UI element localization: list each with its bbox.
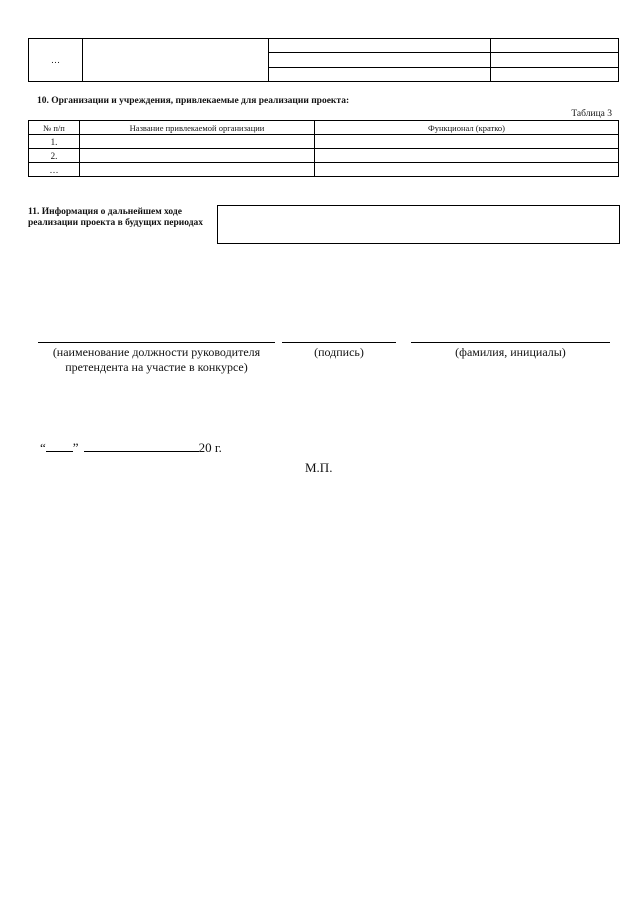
position-caption: (наименование должности руководителя претендента на участие в конкурсе) (52, 345, 261, 374)
stamp-place: М.П. (305, 460, 333, 475)
name-signature-line[interactable] (411, 342, 610, 343)
column-header-organization: Название привлекаемой организации (80, 121, 315, 135)
row-number: … (29, 163, 80, 177)
value-cell[interactable] (269, 39, 491, 53)
signature-caption: (подпись) (314, 345, 364, 359)
column-header-number: № п/п (29, 121, 80, 135)
future-info-field[interactable] (217, 205, 620, 244)
year-suffix: 20 г. (198, 440, 222, 455)
function-cell[interactable] (315, 163, 619, 177)
function-cell[interactable] (315, 135, 619, 149)
ellipsis-cell: … (29, 39, 83, 82)
day-blank[interactable] (46, 440, 73, 452)
signature-line[interactable] (282, 342, 396, 343)
name-caption: (фамилия, инициалы) (455, 345, 566, 359)
table-3-label: Таблица 3 (571, 109, 612, 119)
organization-cell[interactable] (80, 149, 315, 163)
table-row (29, 135, 619, 149)
value-cell[interactable] (491, 53, 619, 67)
section-10-title: 10. Организации и учреждения, привлекаемые для реализации проекта: (37, 96, 350, 106)
date-close-quote: ” (72, 440, 79, 455)
value-cell[interactable] (491, 67, 619, 81)
row-number: 2. (29, 149, 80, 163)
table-row (29, 149, 619, 163)
function-cell[interactable] (315, 149, 619, 163)
top-continuation-table (28, 38, 619, 82)
row-number: 1. (29, 135, 80, 149)
position-signature-line[interactable] (38, 342, 275, 343)
column-header-function: Функционал (кратко) (315, 121, 619, 135)
value-cell[interactable] (269, 67, 491, 81)
description-cell[interactable] (83, 39, 269, 82)
organizations-table (28, 120, 619, 177)
value-cell[interactable] (491, 39, 619, 53)
table-header-row (29, 121, 619, 135)
date-open-quote: “ (40, 440, 46, 455)
organization-cell[interactable] (80, 163, 315, 177)
month-blank[interactable] (84, 440, 199, 452)
date-line (40, 440, 222, 456)
section-11-title: 11. Информация о дальнейшем ходе реализации проекта в будущих периодах (28, 207, 204, 228)
table-row (29, 163, 619, 177)
organization-cell[interactable] (80, 135, 315, 149)
value-cell[interactable] (269, 53, 491, 67)
